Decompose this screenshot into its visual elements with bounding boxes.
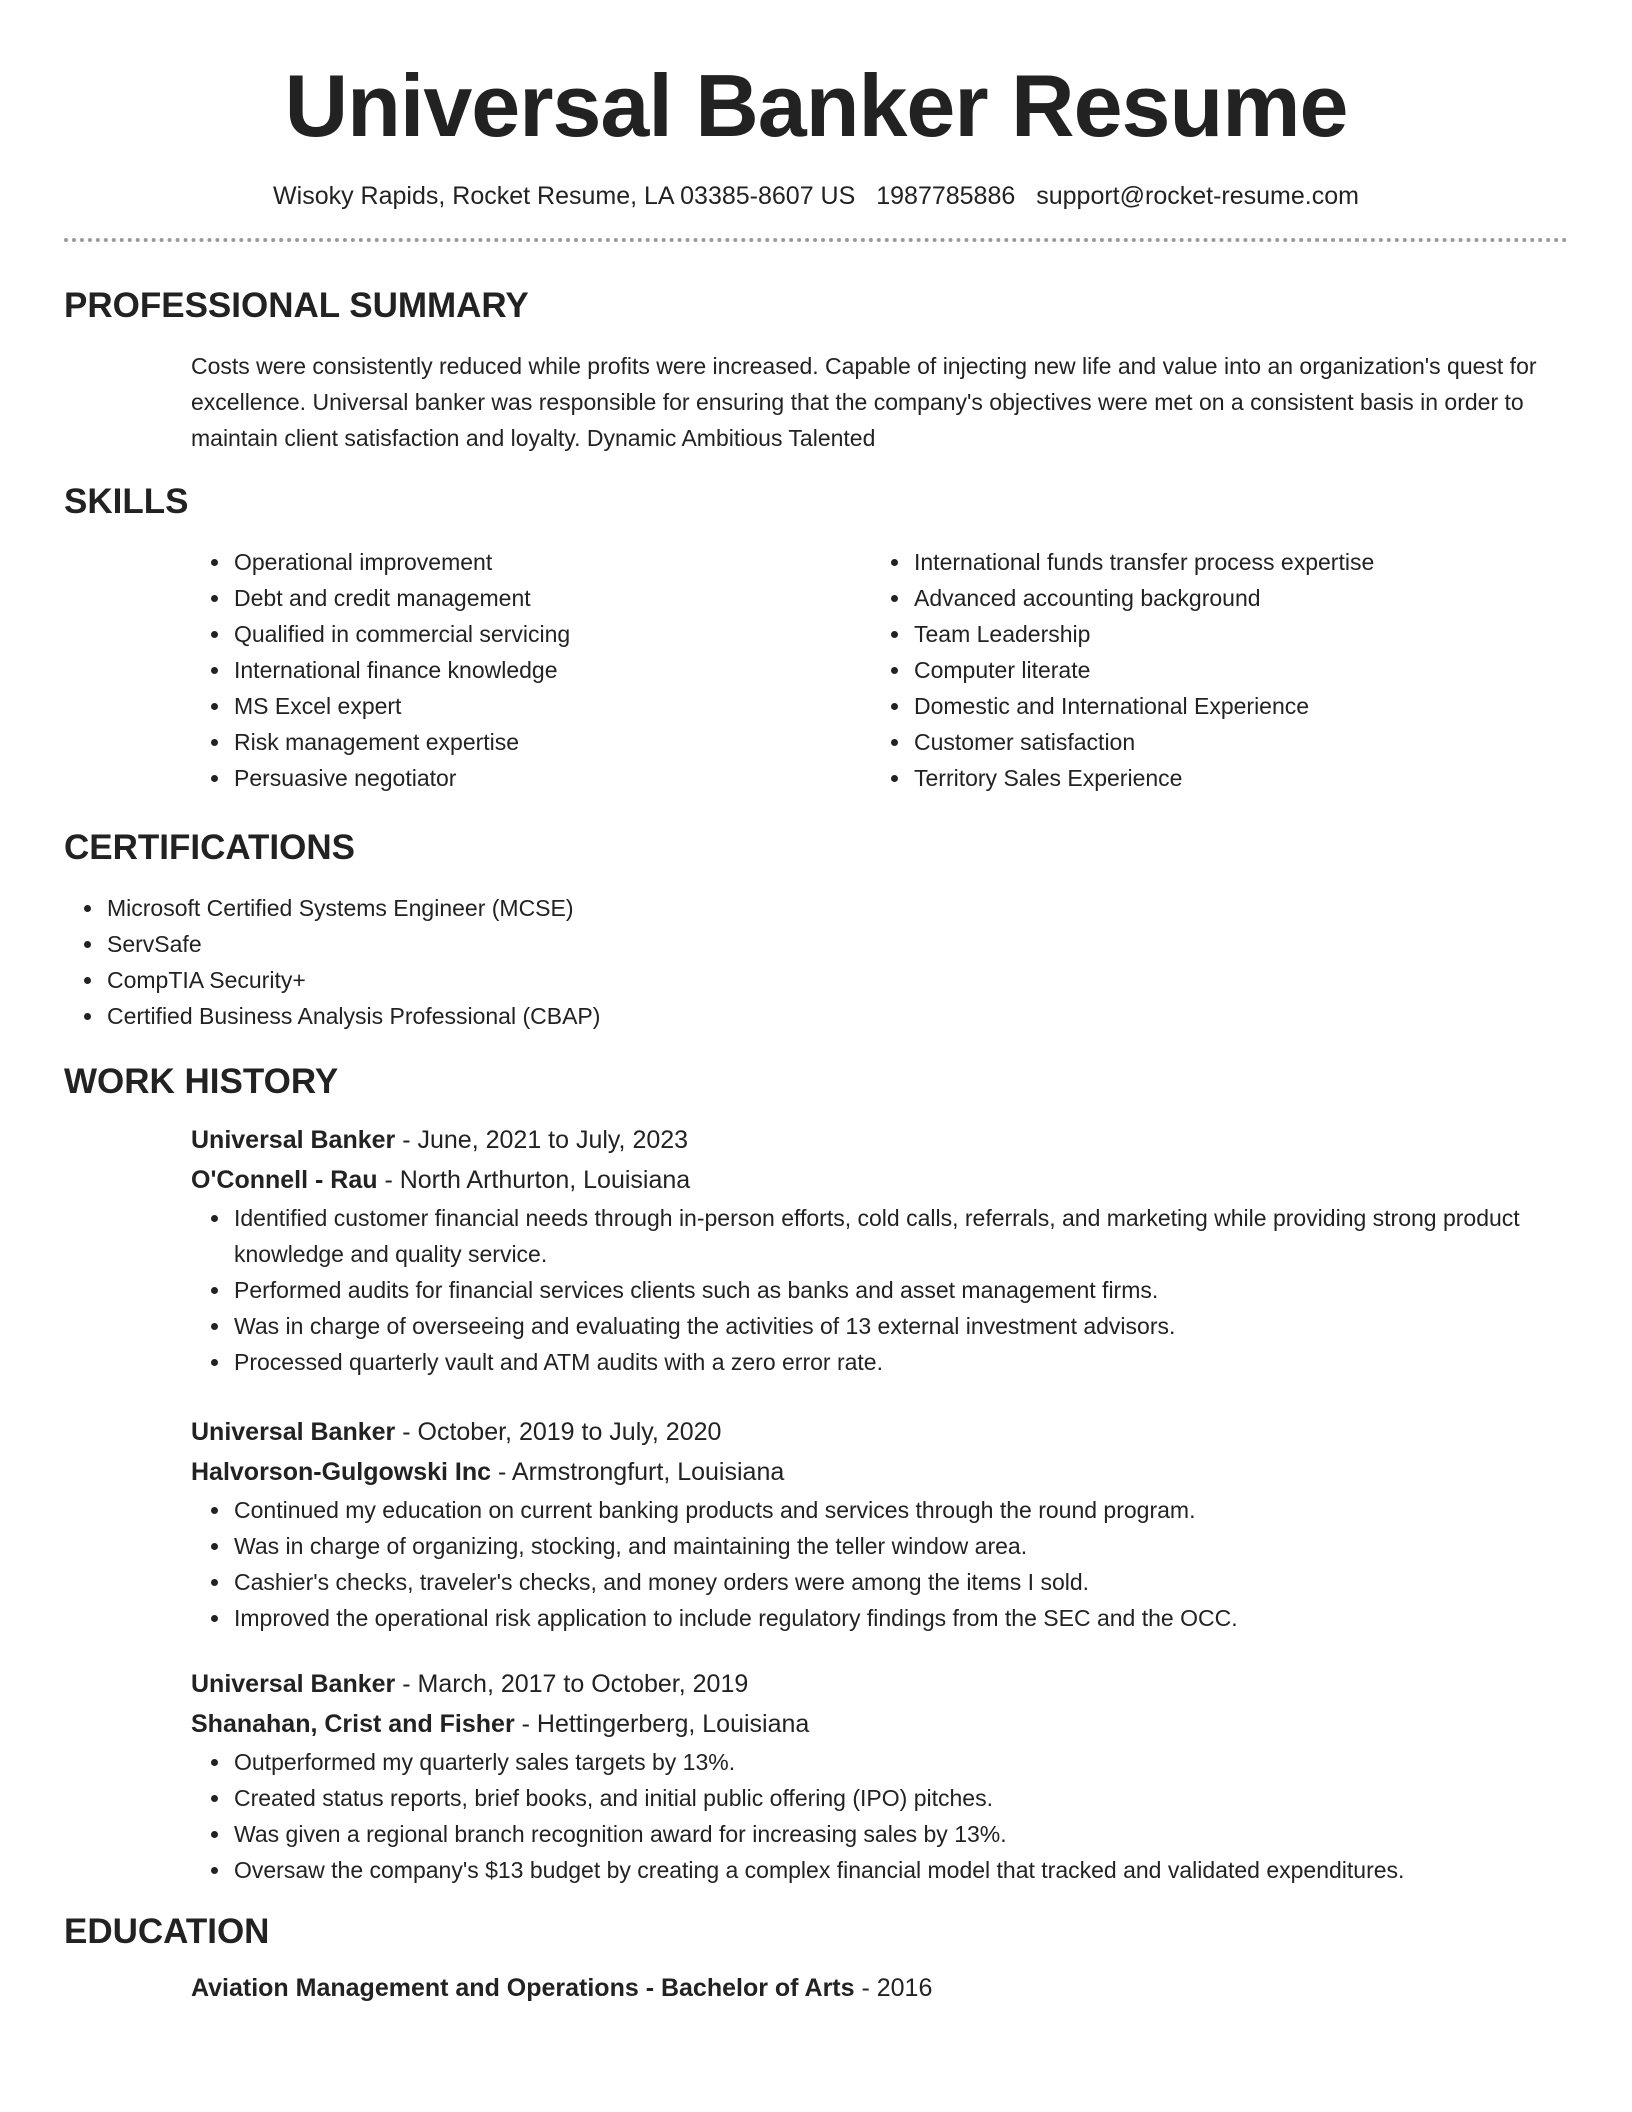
job-bullet: Oversaw the company's $13 budget by creating a complex financial model that tracked and validated expenditures.: [191, 1852, 1568, 1888]
job-bullet: Performed audits for financial services clients such as banks and asset management firms.: [191, 1272, 1568, 1308]
job-company-line: [191, 1160, 1568, 1200]
education-heading: EDUCATION: [64, 1912, 270, 1951]
job-entry: [64, 1120, 1568, 1380]
job-entry: [64, 1664, 1568, 1888]
skill-item: Debt and credit management: [191, 580, 871, 616]
job-bullet: Cashier's checks, traveler's checks, and money orders were among the items I sold.: [191, 1564, 1568, 1600]
skill-item: Team Leadership: [871, 616, 1551, 652]
skill-item: Domestic and International Experience: [871, 688, 1551, 724]
skills-heading: SKILLS: [64, 482, 189, 521]
resume-title: Universal Banker Resume: [284, 56, 1348, 155]
skill-item: International funds transfer process expertise: [871, 544, 1551, 580]
job-role-line: [191, 1664, 1568, 1704]
skill-item: Customer satisfaction: [871, 724, 1551, 760]
certification-item: Certified Business Analysis Professional (CBAP): [64, 998, 1568, 1034]
job-bullet: Was in charge of overseeing and evaluating the activities of 13 external investment advisors.: [191, 1308, 1568, 1344]
job-role: Universal Banker: [191, 1418, 396, 1446]
contact-address: Wisoky Rapids, Rocket Resume, LA 03385-8607 US: [273, 182, 856, 210]
job-bullet: Identified customer financial needs through in-person efforts, cold calls, referrals, and marketing while providing strong product knowledge and quality service.: [191, 1200, 1568, 1272]
job-role-line: [191, 1412, 1568, 1452]
contact-phone: 1987785886: [876, 182, 1016, 210]
skill-item: Computer literate: [871, 652, 1551, 688]
skills-list-left: [191, 544, 871, 796]
skill-item: MS Excel expert: [191, 688, 871, 724]
skill-item: Operational improvement: [191, 544, 871, 580]
contact-email: support@rocket-resume.com: [1036, 182, 1359, 210]
certifications-list: [64, 890, 1568, 1034]
job-bullets: [191, 1200, 1568, 1380]
certifications-heading: CERTIFICATIONS: [64, 828, 356, 867]
job-bullet: Outperformed my quarterly sales targets by 13%.: [191, 1744, 1568, 1780]
job-company: Halvorson-Gulgowski Inc: [191, 1458, 492, 1486]
skills-section: [64, 480, 1568, 796]
work-history-heading: WORK HISTORY: [64, 1062, 339, 1101]
education-year: - 2016: [854, 1974, 933, 2002]
skill-item: Risk management expertise: [191, 724, 871, 760]
job-role: Universal Banker: [191, 1670, 396, 1698]
certifications-section: [64, 826, 1568, 1034]
job-location: - Hettingerberg, Louisiana: [514, 1710, 810, 1738]
certification-item: Microsoft Certified Systems Engineer (MCSE): [64, 890, 1568, 926]
education-section: [64, 1910, 1568, 2008]
work-history-section: [64, 1060, 1568, 1888]
job-bullets: [191, 1744, 1568, 1888]
job-entry: [64, 1412, 1568, 1636]
summary-section: [64, 284, 1568, 456]
skills-list-right: [871, 544, 1551, 796]
certification-item: ServSafe: [64, 926, 1568, 962]
summary-heading: PROFESSIONAL SUMMARY: [64, 286, 529, 325]
job-bullet: Improved the operational risk application to include regulatory findings from the SEC and the OCC.: [191, 1600, 1568, 1636]
job-dates: - October, 2019 to July, 2020: [395, 1418, 722, 1446]
skill-item: Qualified in commercial servicing: [191, 616, 871, 652]
job-bullet: Continued my education on current banking products and services through the round program.: [191, 1492, 1568, 1528]
job-role-line: [191, 1120, 1568, 1160]
job-bullet: Was given a regional branch recognition award for increasing sales by 13%.: [191, 1816, 1568, 1852]
education-entry: [64, 1968, 1568, 2008]
education-degree: Aviation Management and Operations - Bachelor of Arts: [191, 1974, 855, 2002]
job-bullet: Created status reports, brief books, and initial public offering (IPO) pitches.: [191, 1780, 1568, 1816]
job-role: Universal Banker: [191, 1126, 396, 1154]
job-company: O'Connell - Rau: [191, 1166, 378, 1194]
skill-item: Territory Sales Experience: [871, 760, 1551, 796]
job-bullet: Was in charge of organizing, stocking, and maintaining the teller window area.: [191, 1528, 1568, 1564]
contact-line: [64, 180, 1568, 212]
certification-item: CompTIA Security+: [64, 962, 1568, 998]
job-company-line: [191, 1452, 1568, 1492]
job-dates: - March, 2017 to October, 2019: [395, 1670, 749, 1698]
skill-item: International finance knowledge: [191, 652, 871, 688]
job-dates: - June, 2021 to July, 2023: [395, 1126, 689, 1154]
job-bullets: [191, 1492, 1568, 1636]
skills-grid: [64, 544, 1568, 796]
summary-text: Costs were consistently reduced while profits were increased. Capable of injecting new life and value into an organization's quest for excellence. Universal banker was responsible for ensuring that the company's objectives were met on a consistent basis in order to maintain client satisfaction and loyalty. Dynamic Ambitious Talented: [191, 353, 1537, 451]
header-divider: [64, 238, 1568, 242]
job-company-line: [191, 1704, 1568, 1744]
job-location: - Armstrongfurt, Louisiana: [491, 1458, 785, 1486]
skill-item: Persuasive negotiator: [191, 760, 871, 796]
job-company: Shanahan, Crist and Fisher: [191, 1710, 515, 1738]
job-location: - North Arthurton, Louisiana: [377, 1166, 691, 1194]
skill-item: Advanced accounting background: [871, 580, 1551, 616]
job-bullet: Processed quarterly vault and ATM audits with a zero error rate.: [191, 1344, 1568, 1380]
